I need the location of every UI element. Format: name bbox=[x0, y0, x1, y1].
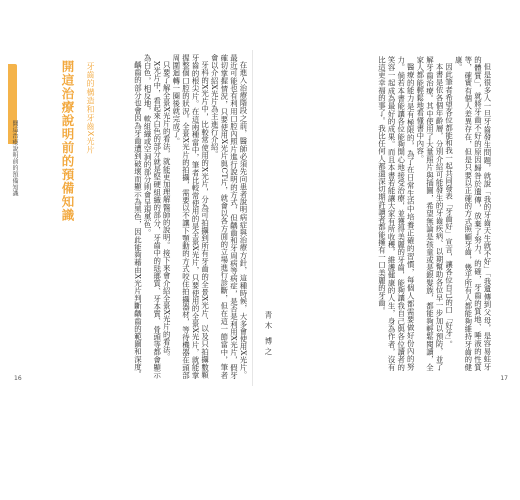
right-paragraph: 醫療的能力是有極限的，為了在日常生活中培養正確的習慣，每個人都需要做好份內的努力。倘若本書能讓各位能夠開心地接受治療，並獲得美麗的牙齒，能夠讓我自己與各位讀者的笑容一起成為最好的成果。而且本書若能讓大家有所收穫，維護健康的人生，身為作者，沒有比這更幸福的事了。我比任何人都還深切期許讀者都能擁有一口美麗的牙齒。 bbox=[377, 56, 416, 371]
right-page bbox=[253, 50, 512, 386]
side-running-title: 開這治療說明前的預備知識 bbox=[11, 120, 18, 197]
left-page bbox=[8, 50, 253, 386]
left-paragraph: 齲齒的部分也會因為牙齒遭到破壞而顯示為黑色，因此能夠藉由X光片判斷齲齒的範圍和深度。 bbox=[133, 61, 143, 379]
left-page-number: 16 bbox=[14, 375, 22, 382]
section-title: 牙齒的構造和牙齒X光片 bbox=[86, 62, 95, 155]
left-paragraph: 只要了解全景X光片的看法，就能更加理解醫師的說明。接下來會介紹全景X光片的看法。 bbox=[162, 61, 172, 362]
right-paragraph: 因此筆者希望各位都能和我一起共同發表「牙齒好」宣言，讓各位自己的口「好牙」。 bbox=[444, 63, 454, 349]
right-page-body bbox=[287, 56, 492, 371]
left-page-body bbox=[108, 54, 248, 379]
author-signature: 青木 博之 bbox=[264, 311, 273, 358]
chapter-title: 開這治療說明前的預備知識 bbox=[60, 60, 75, 222]
right-page-number: 17 bbox=[500, 375, 508, 382]
left-paragraph: 在進入治療階段之前，醫師必須先向患者說明病症與治療方針，這種時候，大多會使用X光片。最近可能也有利用口腔內照片進行說明的方式，但齲齒和牙周病等病症，是否是利用X光片，假牙確切掌握情況，只要使用X光片與CT片，就會以各方面的立場進行診斷，但在這一節當中，筆者會以介紹X光片為主進行介紹。 bbox=[210, 54, 248, 379]
left-paragraph: 牙科的X光片中，比較常使用的X光片，分為可拍攝到所有牙齒的全景X光片、以及只拍攝數顆牙齒的根尖片。在這兩種當中，筆者比較常使用的是全景X光片，只要使用的全景X光片，就能掌握整個口腔的狀況。全景X光片的拍攝，需要以不讓下顎動的方式咬住拍攝器材，等待機器在頭部周圍迴轉一圈後就完成了。 bbox=[171, 54, 210, 379]
right-paragraph: 本書是依各個年齡層，分別介紹可能發生的牙齒疾病、以期幫助各位早一步加以預防，並了解牙齒治療。其中使用了大量照片與插圖，希望無論是孩童或是銀髮族，都能夠輕鬆閱讀，全家人都能輕鬆地看懂書中內容。 bbox=[415, 56, 445, 371]
book-spread bbox=[8, 50, 512, 386]
right-paragraph: 但是很多人一旦牙齒發生問題，就說「我的牙齒天生就不好」「我遺傳到父母，是容易蛀牙的體質」，就將牙齒不好的原因歸咎於遺傳，放棄了努力。的確，牙齒的質地、唾液的性質等，確實有個人差異存在，但是只要以正確的方式照顧牙齒，幾乎所有人都能夠維持牙齒的健康。 bbox=[454, 56, 492, 371]
left-paragraph: X光片中，看起來白色的部分就是堅硬組織的部分，牙齒中的琺瑯質、牙本質、骨頭等都會顯示為白色，相反地，軟組織或空洞的部分則會呈現黑色。 bbox=[143, 54, 162, 379]
